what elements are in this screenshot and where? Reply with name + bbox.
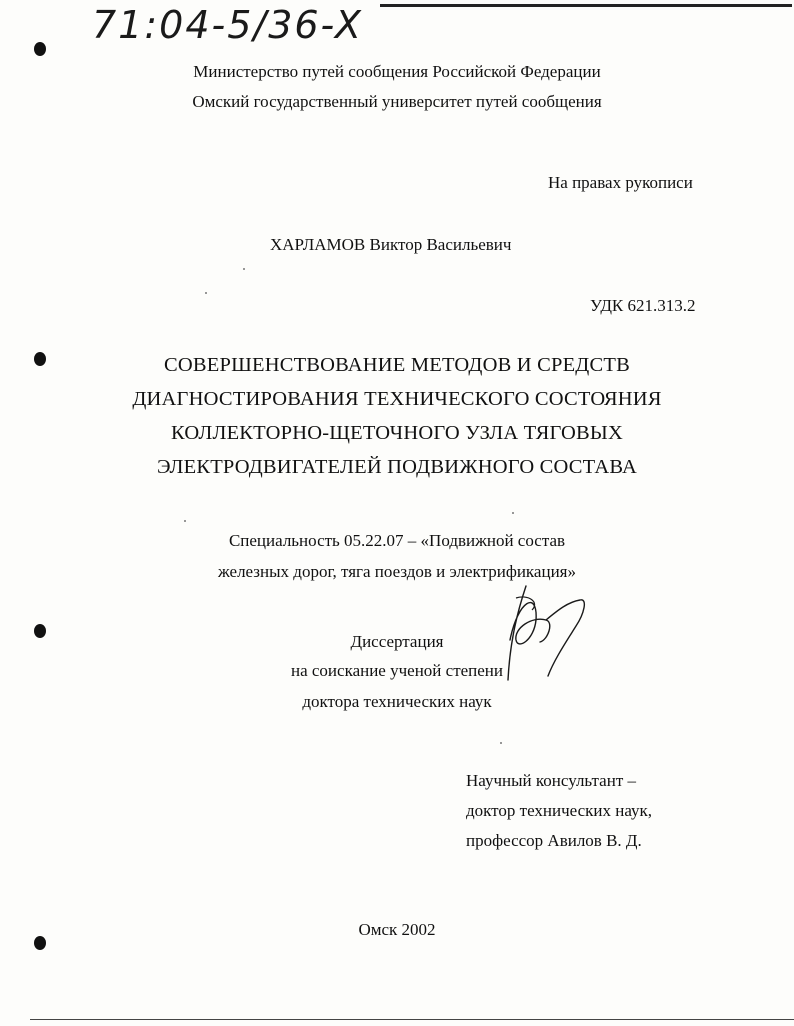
archive-code-text: 71:04-5/36-X	[92, 3, 363, 47]
consultant-line-2: доктор технических наук,	[466, 801, 653, 820]
manuscript-rights: На правах рукописи	[548, 173, 693, 192]
degree-line-1: на соискание ученой степени	[290, 661, 504, 680]
degree-line-2: доктора технических наук	[302, 692, 492, 711]
consultant-line-1: Научный консультант –	[466, 771, 636, 790]
author-name: ХАРЛАМОВ Виктор Васильевич	[270, 235, 512, 254]
title-line-4: ЭЛЕКТРОДВИГАТЕЛЕЙ ПОДВИЖНОГО СОСТАВА	[157, 456, 637, 478]
university-name: Омский государственный университет путей сообщения	[192, 92, 602, 111]
specialty-line-1: Специальность 05.22.07 – «Подвижной состав	[228, 531, 566, 550]
consultant-line-3: профессор Авилов В. Д.	[466, 831, 642, 850]
scan-speck	[205, 292, 207, 294]
udk-code: УДК 621.313.2	[590, 296, 696, 315]
scan-speck	[500, 742, 502, 744]
bottom-scan-border	[30, 1019, 794, 1020]
title-line-3: КОЛЛЕКТОРНО-ЩЕТОЧНОГО УЗЛА ТЯГОВЫХ	[171, 422, 623, 444]
place-and-year: Омск 2002	[358, 920, 436, 939]
dissertation-label: Диссертация	[350, 632, 444, 651]
ministry-name: Министерство путей сообщения Российской Федерации	[193, 62, 601, 81]
signature-image	[488, 580, 598, 690]
handwritten-archive-code	[88, 0, 428, 50]
punch-hole-1	[34, 42, 46, 56]
specialty-line-2: железных дорог, тяга поездов и электрификация»	[218, 562, 576, 581]
title-line-2: ДИАГНОСТИРОВАНИЯ ТЕХНИЧЕСКОГО СОСТОЯНИЯ	[132, 388, 662, 410]
scan-speck	[512, 512, 514, 514]
scan-speck	[184, 520, 186, 522]
scan-speck	[243, 268, 245, 270]
top-scan-border	[380, 4, 792, 7]
title-line-1: СОВЕРШЕНСТВОВАНИЕ МЕТОДОВ И СРЕДСТВ	[164, 354, 630, 376]
